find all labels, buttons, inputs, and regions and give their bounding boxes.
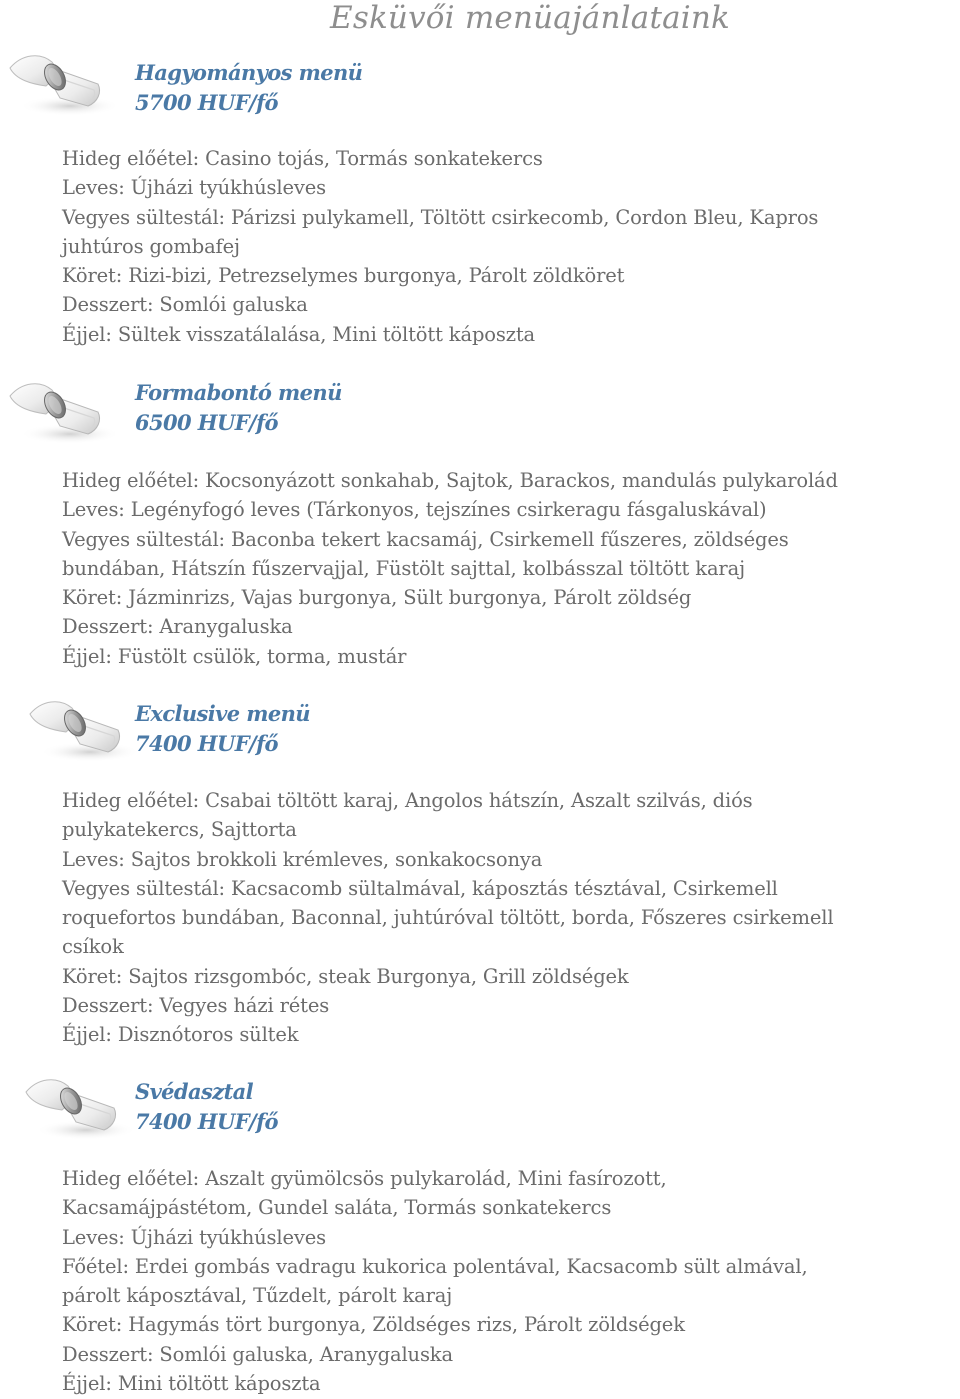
course-list [62,786,957,1050]
menu-header [135,1077,278,1137]
course-line: Köret: Hagymás tört burgonya, Zöldséges rizs, Párolt zöldségek [62,1313,685,1337]
course-list [62,1164,957,1398]
menu-price: 5700 HUF/fő [135,90,278,115]
course-line: Éjjel: Füstölt csülök, torma, mustár [62,644,407,668]
napkin-icon [18,1064,138,1144]
course-list [62,466,957,671]
course-line: juhtúros gombafej [62,234,240,258]
course-line: Leves: Újházi tyúkhúsleves [62,1225,326,1249]
course-line: Köret: Rizi-bizi, Petrezselymes burgonya, Párolt zöldköret [62,264,625,288]
course-line: Desszert: Vegyes házi rétes [62,994,330,1018]
napkin-icon [22,686,142,766]
menu-name: Hagyományos menü [135,60,363,85]
course-line: csíkok [62,935,124,959]
menu-header [135,699,310,759]
course-list [62,144,957,349]
course-line: Vegyes sültestál: Baconba tekert kacsamáj, Csirkemell fűszeres, zöldséges [62,527,789,551]
course-line: bundában, Hátszín fűszervajjal, Füstölt sajttal, kolbásszal töltött karaj [62,556,745,580]
course-line: Éjjel: Disznótoros sültek [62,1023,299,1047]
course-line: Hideg előétel: Casino tojás, Tormás sonkatekercs [62,147,543,170]
menu-header [135,58,362,118]
menu-price: 6500 HUF/fő [135,410,278,435]
menu-price: 7400 HUF/fő [135,1109,278,1134]
course-line: Hideg előétel: Aszalt gyümölcsös pulykarolád, Mini fasírozott, [62,1167,667,1190]
course-line: Vegyes sültestál: Kacsacomb sültalmával, káposztás tésztával, Csirkemell [62,876,778,900]
course-line: Kacsamájpástétom, Gundel saláta, Tormás sonkatekercs [62,1196,612,1220]
course-line: Köret: Jázminrizs, Vajas burgonya, Sült burgonya, Párolt zöldség [62,586,692,610]
menu-name: Exclusive menü [135,701,310,726]
course-line: párolt káposztával, Tűzdelt, párolt karaj [62,1284,453,1308]
course-line: pulykatekercs, Sajttorta [62,818,297,842]
napkin-icon [2,368,122,448]
menu-name: Formabontó menü [135,380,342,405]
course-line: Leves: Újházi tyúkhúsleves [62,176,326,200]
napkin-icon [2,40,122,120]
course-line: Leves: Sajtos brokkoli krémleves, sonkakocsonya [62,847,543,871]
course-line: Desszert: Somlói galuska [62,293,308,317]
course-line: roquefortos bundában, Baconnal, juhtúróval töltött, borda, Főszeres csirkemell [62,906,834,930]
course-line: Desszert: Somlói galuska, Aranygaluska [62,1342,453,1366]
course-line: Éjjel: Sültek visszatálalása, Mini töltött káposzta [62,322,536,346]
course-line: Köret: Sajtos rizsgombóc, steak Burgonya, Grill zöldségek [62,964,629,988]
course-line: Hideg előétel: Kocsonyázott sonkahab, Sajtok, Barackos, mandulás pulykarolád [62,469,838,492]
course-line: Éjjel: Mini töltött káposzta [62,1372,321,1396]
course-line: Leves: Legényfogó leves (Tárkonyos, tejszínes csirkeragu fásgaluskával) [62,498,767,522]
course-line: Főétel: Erdei gombás vadragu kukorica polentával, Kacsacomb sült almával, [62,1254,808,1278]
menu-header [135,378,342,438]
page-title: Esküvői menüajánlataink [330,0,731,36]
course-line: Desszert: Aranygaluska [62,615,293,639]
menu-name: Svédasztal [135,1079,254,1104]
course-line: Vegyes sültestál: Párizsi pulykamell, Töltött csirkecomb, Cordon Bleu, Kapros [62,205,819,229]
course-line: Hideg előétel: Csabai töltött karaj, Angolos hátszín, Aszalt szilvás, diós [62,789,753,812]
menu-price: 7400 HUF/fő [135,731,278,756]
